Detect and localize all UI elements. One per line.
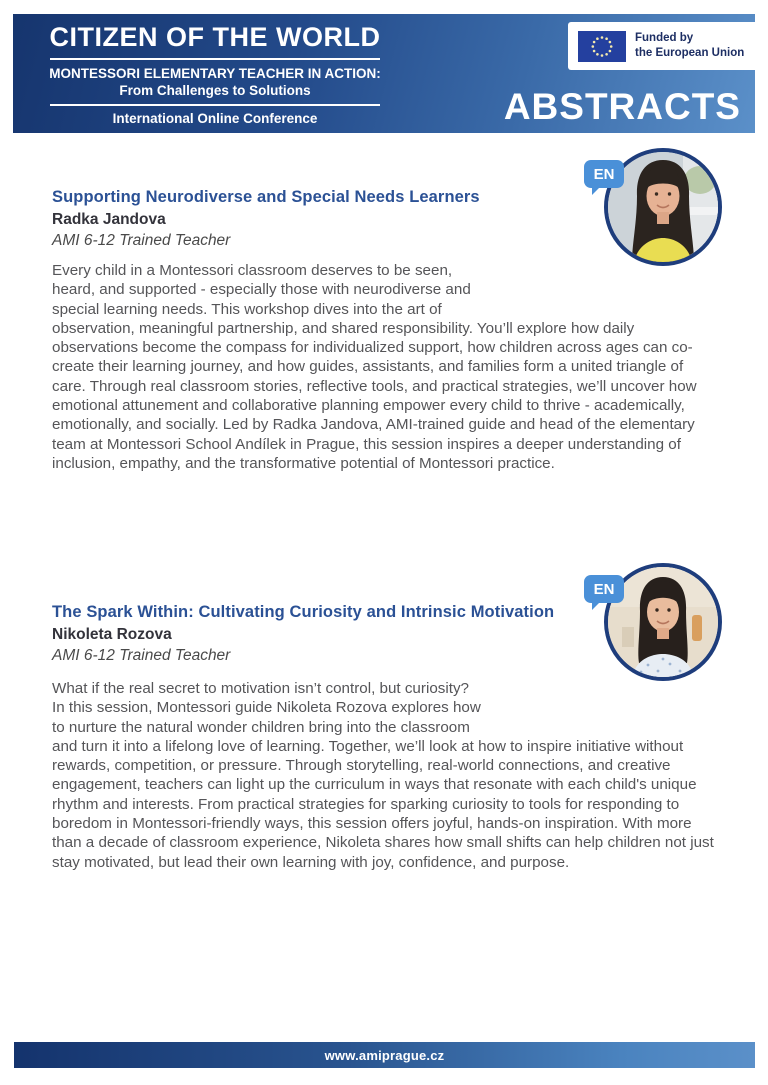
footer-url[interactable]: www.amiprague.cz <box>324 1047 445 1063</box>
abstract-text: Every child in a Montessori classroom deserves to be seen, heard, and supported - especially those with neurodiverse and special learning needs. This workshop dives into the art of observation, meaningful partnership, and shared responsibility. You’ll explore how daily observations become the compass for individualized support, how children across ages can co-create their learning journey, and how guides, assistants, and families form a united triangle of care. Through real classroom stories, reflective tools, and practical strategies, we’ll uncover how emotional attunement and collaborative planning empower every child to thrive - academically, emotionally, and socially. Led by Radka Jandova, AMI-trained guide and head of the elementary team at Montessori School Andílek in Prague, this session inspires a deeper understanding of inclusion, empathy, and the transformative potential of Montessori practice. <box>52 262 697 472</box>
speaker-role: AMI 6-12 Trained Teacher <box>52 647 231 664</box>
language-badge: EN <box>584 160 624 188</box>
text-wrap-spacer <box>484 679 719 721</box>
eu-flag-icon <box>578 31 626 62</box>
divider <box>50 104 380 106</box>
speaker-photo-illustration <box>608 152 718 262</box>
language-badge: EN <box>584 575 624 603</box>
conference-title: CITIZEN OF THE WORLD <box>49 21 381 52</box>
eu-funding-line1: Funded by <box>635 32 694 45</box>
abstract-1-header <box>52 188 597 250</box>
speaker-name: Nikoleta Rozova <box>52 626 172 643</box>
eu-funding-box <box>568 22 761 70</box>
header-banner <box>13 14 755 133</box>
text-wrap-spacer <box>484 261 719 303</box>
abstract-2-header <box>52 603 597 665</box>
conference-subtitle-line1: MONTESSORI ELEMENTARY TEACHER IN ACTION: <box>49 65 381 81</box>
footer-bar <box>14 1042 755 1068</box>
speaker-photo-illustration <box>608 567 718 677</box>
speaker-role: AMI 6-12 Trained Teacher <box>52 232 231 249</box>
eu-funding-line2: the European Union <box>635 47 745 59</box>
abstract-text: What if the real secret to motivation isn’t control, but curiosity? In this session, Montessori guide Nikoleta Rozova explores how to nurture the natural wonder children bring into the classroom and turn it into a lifelong love of learning. Together, we’ll look at how to inspire initiative without rewards, competition, or pressure. Through storytelling, real-world connections, and creative engagement, teachers can light up the curriculum in ways that resonate with each child's unique rhythm and interests. From practical strategies for sparking curiosity to tools for responding to boredom in Montessori-friendly ways, this session offers joyful, hands-on inspiration. With more than a decade of classroom experience, Nikoleta shares how small shifts can help children not just stay motivated, but lead their own learning with joy, confidence, and purpose. <box>52 680 714 871</box>
abstract-title: The Spark Within: Cultivating Curiosity and Intrinsic Motivation <box>52 603 555 621</box>
speaker-name: Radka Jandova <box>52 211 166 228</box>
eu-funding-text <box>635 31 744 61</box>
conference-header <box>37 14 393 133</box>
divider <box>50 58 380 60</box>
conference-subtitle-line2: From Challenges to Solutions <box>119 82 311 98</box>
abstracts-heading: ABSTRACTS <box>503 86 741 127</box>
abstract-1-body <box>52 261 719 473</box>
abstract-title: Supporting Neurodiverse and Special Needs Learners <box>52 188 480 206</box>
conference-type: International Online Conference <box>112 110 318 126</box>
abstract-2-body <box>52 679 719 872</box>
